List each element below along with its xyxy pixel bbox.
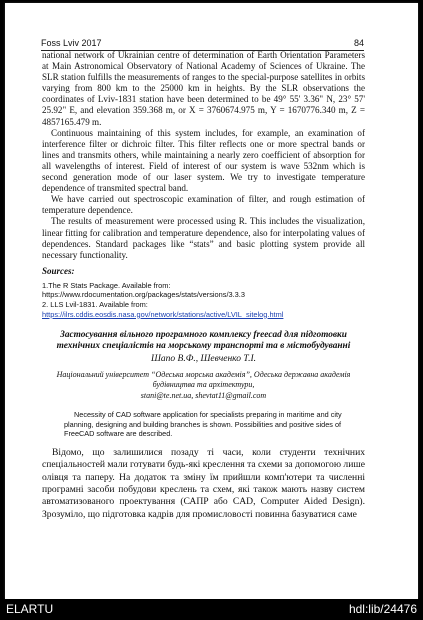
document-page xyxy=(5,3,418,599)
paragraph-filter-maintenance: Continuous maintaining of this system includes, for example, an examination of interference filter or dichroic filter. This filter reflects one or more spectral bands or lines and transmits others, while maintaining a nearly zero coefficient of absorption for all wavelengths of interest. Field of interest of our system is wave 532nm which is second generation mode of our laser system. We try to investigate temperature dependence of transmited spectral band. xyxy=(42,127,365,194)
abstract-text: Necessity of CAD software application for specialists preparing in maritime and city planning, designing and building branches is shown. Possibilities and positive sides of FreeCAD software are described. xyxy=(64,410,342,439)
affiliation-line-1: Національний університет “Одеська морська академія”, Одеська державна академія xyxy=(56,369,351,379)
source-item-1-url: https://www.rdocumentation.org/packages/stats/versions/3.3.3 xyxy=(42,290,245,300)
source-item-2: 2. LLS Lvil-1831. Available from: xyxy=(42,299,148,309)
source-item-2-link[interactable]: https://ilrs.cddis.eosdis.nasa.gov/network/stations/active/LVIL_sitelog.html xyxy=(42,309,284,319)
paragraph-results-r: The results of measurement were processed using R. This includes the visualization, linear fitting for calibration and temperature dependence, also for interpolating values of dependences. Standard packages like “stats” and basic plotting system provide all necessary functionality. xyxy=(42,216,365,260)
page-body xyxy=(42,50,365,521)
paragraph-spectroscopic-examination: We have carried out spectroscopic examination of filter, and rough estimation of temperature dependence. xyxy=(42,194,365,216)
sources-heading: Sources: xyxy=(42,265,75,276)
article-title: Застосування вільного програмного комплексу freecad для підготовки технічних спеціалістів на морському транспорті та в містобудуванні xyxy=(56,330,351,352)
header-conference: Foss Lviv 2017 xyxy=(41,38,102,48)
paragraph-slr-station: national network of Ukrainian centre of determination of Earth Orientation Parameters at Main Astronomical Observatory of National Academy of Sciences of Ukraine. The SLR station fulfills the measurements of ranges to the special-purpose satellites in orbits varying from 800 km to the 25000 km in heights. By the SLR observations the coordinates of Lviv-1831 station have been determined to be 49° 55' 3.36" N, 23° 57' 25.92" E, and elevation 359.368 m, or X = 3760674.975 m, Y = 1670776.340 m, Z = 4857165.479 m. xyxy=(42,50,365,127)
repository-name: ELARTU xyxy=(6,602,54,616)
viewer-footer xyxy=(0,599,423,620)
article-authors: Шапо В.Ф., Шевченко Т.І. xyxy=(151,353,256,364)
abstract xyxy=(42,410,365,439)
source-item-1: 1.The R Stats Package. Available from: xyxy=(42,280,171,290)
article-body-paragraph: Відомо, що залишилися позаду ті часи, коли студенти технічних спеціальностей мали готувати будь-які креслення та схеми за допомогою лише олівця та паперу. На додаток та зміну їм прийшли комп'ютери та численні програмні засоби побудови креслень та схем, які також мають назву систем автоматизованого проектування (САПР або CAD, Computer Aided Design). Зрозуміло, що підготовка кадрів для промисловості повинна базуватися саме xyxy=(42,446,365,520)
author-emails: stani@te.net.ua, shevtat11@gmail.com xyxy=(140,390,267,400)
handle-identifier: hdl:lib/24476 xyxy=(348,602,417,616)
affiliation-line-2: будівництва та архітектури, xyxy=(152,380,255,390)
page-number: 84 xyxy=(353,38,364,48)
